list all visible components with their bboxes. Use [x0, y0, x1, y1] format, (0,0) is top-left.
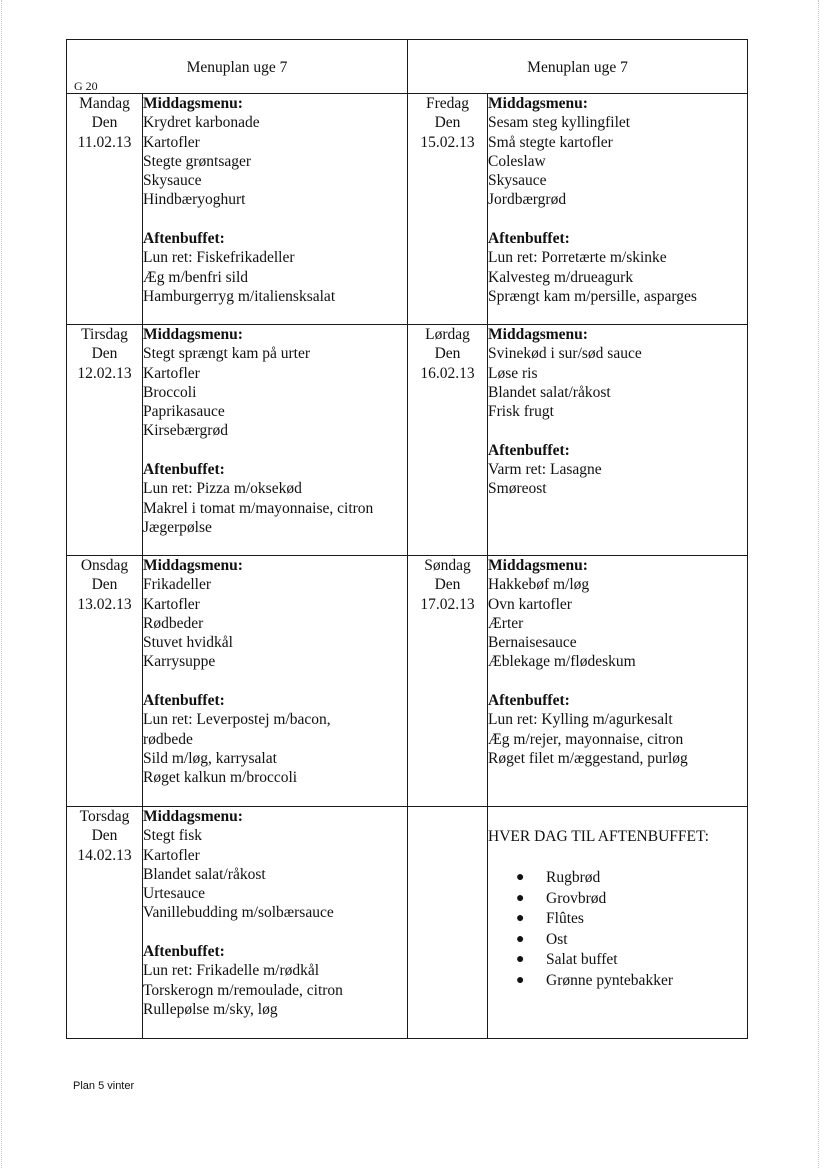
menu-row — [67, 807, 748, 1039]
list-item — [516, 971, 747, 992]
list-item-label: Ost — [546, 930, 568, 948]
menu-cell-saturday — [488, 325, 748, 556]
menu-cell-wednesday — [143, 556, 408, 807]
menu-item: Lun ret: Fiskefrikadeller — [143, 249, 295, 267]
menu-item: Æg m/benfri sild — [143, 268, 249, 286]
bullet-icon: ● — [516, 870, 525, 886]
menu-row — [67, 94, 748, 325]
dinner-heading: Aftenbuffet: — [488, 692, 570, 710]
menu-item: Skysauce — [488, 172, 547, 190]
menu-item: Lun ret: Leverpostej m/bacon, — [143, 711, 331, 729]
menu-item: Paprikasauce — [143, 403, 225, 421]
menu-item: Broccoli — [143, 383, 197, 401]
list-item-label: Rugbrød — [546, 869, 601, 887]
day-cell-sunday — [408, 556, 488, 807]
menu-item: Kirsebærgrød — [143, 422, 228, 440]
menu-item: Små stegte kartofler — [488, 133, 613, 151]
page-title-left: Menuplan uge 7 — [186, 59, 288, 76]
menu-item: Hakkebøf m/løg — [488, 576, 590, 594]
day-den: Den — [434, 576, 461, 594]
day-date: 14.02.13 — [77, 846, 132, 864]
dinner-heading: Aftenbuffet: — [488, 230, 570, 248]
day-den: Den — [91, 576, 118, 594]
day-cell-tuesday — [67, 325, 143, 556]
menu-cell-tuesday — [143, 325, 408, 556]
day-name: Mandag — [79, 95, 130, 112]
lunch-heading: Middagsmenu: — [488, 326, 588, 343]
menu-item: Stegt sprængt kam på urter — [143, 345, 311, 363]
day-date: 13.02.13 — [77, 595, 132, 613]
dinner-heading: Aftenbuffet: — [143, 943, 225, 961]
menu-item: Ærter — [488, 614, 524, 632]
day-name: Onsdag — [80, 557, 129, 574]
menu-item: Røget filet m/æggestand, purløg — [488, 749, 688, 767]
menu-item: Ovn kartofler — [488, 595, 572, 613]
menu-item: Blandet salat/råkost — [143, 865, 266, 883]
menu-item: Makrel i tomat m/mayonnaise, citron — [143, 499, 374, 517]
menu-item: Kalvesteg m/drueagurk — [488, 268, 634, 286]
menu-item: Sprængt kam m/persille, asparges — [488, 287, 697, 305]
day-name: Fredag — [425, 95, 470, 112]
menu-cell-thursday — [143, 807, 408, 1039]
lunch-heading: Middagsmenu: — [143, 95, 243, 112]
day-name: Søndag — [424, 557, 471, 574]
bullet-icon: ● — [516, 911, 525, 927]
day-name: Tirsdag — [81, 326, 128, 343]
menu-item: Løse ris — [488, 364, 538, 382]
day-cell-thursday — [67, 807, 143, 1039]
list-item-label: Grønne pyntebakker — [546, 971, 673, 989]
menu-item: Æblekage m/flødeskum — [488, 653, 636, 671]
extras-title: HVER DAG TIL AFTENBUFFET: — [488, 828, 709, 845]
day-name: Lørdag — [425, 326, 470, 343]
day-date: 11.02.13 — [77, 133, 132, 151]
menu-item: Kartofler — [143, 364, 200, 382]
menu-item: Frikadeller — [143, 576, 212, 594]
bullet-icon: ● — [516, 890, 525, 906]
list-item — [516, 909, 747, 930]
list-item — [516, 930, 747, 951]
lunch-heading: Middagsmenu: — [143, 557, 243, 574]
day-cell-wednesday — [67, 556, 143, 807]
day-cell-friday — [408, 94, 488, 325]
menu-item: Æg m/rejer, mayonnaise, citron — [488, 730, 684, 748]
day-date: 12.02.13 — [77, 364, 132, 382]
menu-item: Coleslaw — [488, 152, 546, 170]
dinner-heading: Aftenbuffet: — [143, 230, 225, 248]
menu-item: Torskerogn m/remoulade, citron — [143, 981, 343, 999]
menu-item: rødbede — [143, 730, 193, 748]
page-title-right: Menuplan uge 7 — [527, 59, 628, 76]
menu-item: Smøreost — [488, 480, 547, 498]
menu-item: Jægerpølse — [143, 518, 212, 536]
document-code: G 20 — [74, 79, 98, 93]
menu-item: Kartofler — [143, 846, 200, 864]
menu-item: Bernaisesauce — [488, 634, 577, 652]
day-den: Den — [91, 345, 118, 363]
menu-item: Rullepølse m/sky, løg — [143, 1000, 278, 1018]
page-edge-left — [1, 0, 2, 1168]
menu-item: Stegte grøntsager — [143, 152, 252, 170]
menu-item: Lun ret: Porretærte m/skinke — [488, 249, 667, 267]
header-row — [67, 40, 748, 94]
menu-item: Sild m/løg, karrysalat — [143, 749, 277, 767]
menu-item: Frisk frugt — [488, 403, 554, 421]
list-item — [516, 889, 747, 910]
day-den: Den — [91, 114, 118, 132]
menu-item: Jordbærgrød — [488, 191, 567, 209]
menu-item: Karrysuppe — [143, 653, 216, 671]
menu-item: Krydret karbonade — [143, 114, 260, 132]
day-date: 17.02.13 — [420, 595, 475, 613]
header-left-cell — [67, 40, 408, 94]
page-edge-right — [818, 0, 819, 1168]
day-den: Den — [91, 827, 118, 845]
menu-item: Svinekød i sur/sød sauce — [488, 345, 642, 363]
menu-item: Hamburgerryg m/italiensksalat — [143, 287, 336, 305]
lunch-heading: Middagsmenu: — [143, 326, 243, 343]
menu-item: Hindbæryoghurt — [143, 191, 246, 209]
list-item-label: Grovbrød — [546, 889, 607, 907]
lunch-heading: Middagsmenu: — [488, 557, 588, 574]
menu-item: Lun ret: Frikadelle m/rødkål — [143, 962, 320, 980]
list-item — [516, 868, 747, 889]
menu-table — [66, 39, 748, 1039]
day-den: Den — [434, 345, 461, 363]
day-den: Den — [434, 114, 461, 132]
menu-item: Kartofler — [143, 133, 200, 151]
menu-item: Stegt fisk — [143, 827, 202, 845]
menu-item: Varm ret: Lasagne — [488, 461, 602, 479]
menu-item: Kartofler — [143, 595, 200, 613]
dinner-heading: Aftenbuffet: — [143, 692, 225, 710]
lunch-heading: Middagsmenu: — [143, 808, 243, 825]
menu-item: Røget kalkun m/broccoli — [143, 769, 298, 787]
list-item-label: Salat buffet — [546, 951, 618, 969]
header-right-cell — [408, 40, 748, 94]
menu-item: Skysauce — [143, 172, 202, 190]
dinner-heading: Aftenbuffet: — [488, 441, 570, 459]
menu-row — [67, 325, 748, 556]
list-item-label: Flûtes — [546, 910, 584, 928]
menu-row — [67, 556, 748, 807]
footer-text: Plan 5 vinter — [73, 1080, 135, 1092]
menu-cell-sunday — [488, 556, 748, 807]
menu-item: Blandet salat/råkost — [488, 383, 611, 401]
menu-cell-friday — [488, 94, 748, 325]
menu-item: Lun ret: Pizza m/oksekød — [143, 480, 302, 498]
day-date: 15.02.13 — [420, 133, 475, 151]
empty-day-cell — [408, 807, 488, 1039]
menu-cell-monday — [143, 94, 408, 325]
menu-item: Sesam steg kyllingfilet — [488, 114, 631, 132]
day-date: 16.02.13 — [420, 364, 475, 382]
bullet-icon: ● — [516, 972, 525, 988]
menu-item: Urtesauce — [143, 885, 205, 903]
day-cell-saturday — [408, 325, 488, 556]
dinner-heading: Aftenbuffet: — [143, 461, 225, 479]
bullet-icon: ● — [516, 952, 525, 968]
extras-cell — [488, 807, 748, 1039]
day-cell-monday — [67, 94, 143, 325]
extras-list — [488, 868, 747, 991]
list-item — [516, 950, 747, 971]
bullet-icon: ● — [516, 931, 525, 947]
menu-item: Lun ret: Kylling m/agurkesalt — [488, 711, 673, 729]
menu-item: Vanillebudding m/solbærsauce — [143, 904, 334, 922]
day-name: Torsdag — [79, 808, 130, 825]
menu-item: Stuvet hvidkål — [143, 634, 233, 652]
lunch-heading: Middagsmenu: — [488, 95, 588, 112]
menu-item: Rødbeder — [143, 614, 204, 632]
